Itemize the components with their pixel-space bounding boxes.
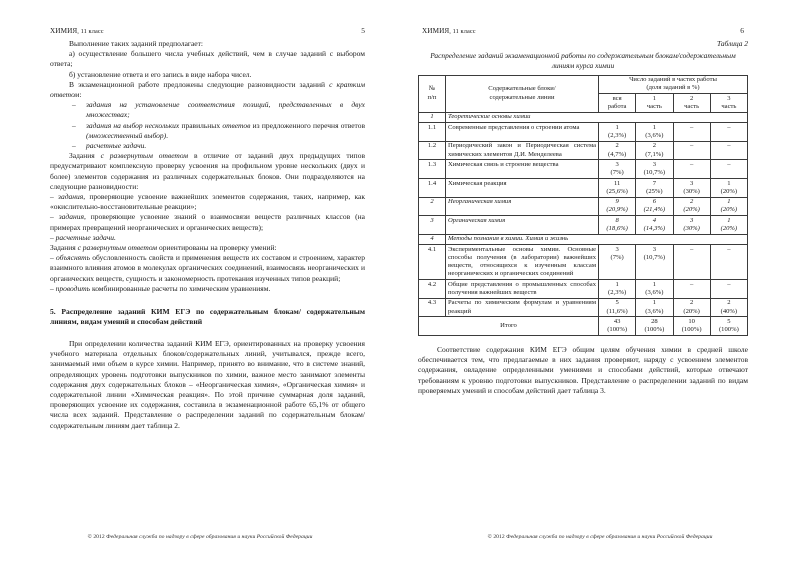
cell-part-2: –	[673, 280, 710, 299]
table-row: 4.1 Экспериментальные основы химии. Основные способы получения (в лаборатории) важнейших веществ, относящихся к изученным классам неорганических и органических соединений 3 (7%) 3 (10,7%) – –	[419, 245, 748, 280]
cell-part-2: 3 (30%)	[673, 178, 710, 197]
paragraph-skill-2: – проводить комбинированные расчеты по химическим уравнениям.	[50, 283, 271, 293]
footer-right: © 2012 Федеральная служба по надзору в сфере образования и науки Российской Федерации	[487, 534, 713, 540]
header-number: № п/п	[419, 75, 446, 112]
header-part-1: 1 часть	[636, 94, 673, 113]
cell-whole-work: 2 (4,7%)	[599, 141, 636, 160]
cell-part-3: –	[710, 160, 747, 179]
table-header-row-1	[419, 75, 748, 94]
paragraph-distribution-body: При определении количества заданий КИМ ЕГЭ, ориентированных на проверку усвоения учебного материала отдельных блоков/содержательных линий, учитывался, прежде всего, занимаемый ими объем в курсе химии. Например, принято во внимание, что в системе знаний, определяющих уровень подготовки выпускников по химии, важное место занимают элементы содержания двух содержательных блоков – «Неорганическая химия», «Органическая химия» и содержательной линии «Химическая реакция». По этой причине суммарная доля заданий, проверяющих усвоение их содержания, составила в экзаменационной работе 65,1% от общего числа всех заданий. Представление о распределении заданий по содержательным блокам/ содержательным линиям дает таблица 2.	[50, 338, 365, 430]
total-part-1: 28 (100%)	[636, 317, 673, 336]
left-page-content	[50, 26, 365, 431]
running-head-subject-left: ХИМИЯ, 11 класс	[50, 27, 104, 35]
total-part-2: 10 (100%)	[673, 317, 710, 336]
cell-part-1: 1 (3,6%)	[636, 280, 673, 299]
distribution-table	[418, 75, 748, 336]
cell-part-1: 2 (7,1%)	[636, 141, 673, 160]
total-whole-work: 43 (100%)	[599, 317, 636, 336]
cell-whole-work: 9 (20,9%)	[599, 197, 636, 216]
list-item: – задания на выбор нескольких правильных ответов из предложенного перечня ответов (множественный выбор).	[72, 120, 365, 140]
paragraph-task-types-3: – расчетные задачи.	[50, 232, 116, 242]
paragraph-task-types-1: – задания, проверяющие усвоение важнейших элементов содержания, таких, например, как «окислительно-восстановительные реакции»;	[50, 192, 366, 212]
section-heading-5: 5. Распределение заданий КИМ ЕГЭ по содержательным блокам/ содержательным линиям, видам умений и способам действий	[50, 307, 365, 327]
cell-part-1: 3 (10,7%)	[636, 245, 673, 280]
right-page-content	[418, 26, 748, 396]
running-head-left	[50, 26, 365, 35]
cell-part-3: 1 (20%)	[710, 178, 747, 197]
cell-whole-work: 8 (18,6%)	[599, 216, 636, 235]
table-row: 1.3 Химическая связь и строение вещества 3 (7%) 3 (10,7%) – –	[419, 160, 748, 179]
paragraph-skills-intro: Задания с развернутым ответом ориентированы на проверку умений:	[50, 243, 277, 253]
cell-part-3: –	[710, 245, 747, 280]
total-part-3: 5 (100%)	[710, 317, 747, 336]
cell-part-2: –	[673, 160, 710, 179]
cell-whole-work: 1 (2,3%)	[599, 280, 636, 299]
cell-part-1: 1 (3,6%)	[636, 123, 673, 142]
dash-icon: –	[72, 120, 76, 130]
list-item: – расчетные задачи.	[72, 141, 147, 151]
cell-part-3: 1 (20%)	[710, 197, 747, 216]
table-row: 1.4 Химическая реакция 11 (25,6%) 7 (25%) 3 (30%) 1 (20%)	[419, 178, 748, 197]
running-head-right	[418, 26, 748, 35]
cell-part-1: 1 (3,6%)	[636, 298, 673, 317]
cell-part-2: 2 (20%)	[673, 197, 710, 216]
cell-part-3: –	[710, 141, 747, 160]
cell-part-1: 7 (25%)	[636, 178, 673, 197]
cell-whole-work: 5 (11,6%)	[599, 298, 636, 317]
table-head	[419, 75, 748, 112]
cell-whole-work: 1 (2,3%)	[599, 123, 636, 142]
table-total-row	[419, 317, 748, 336]
table-row: 4 Методы познания в химии. Химия и жизнь	[419, 234, 748, 244]
cell-part-2: –	[673, 245, 710, 280]
paragraph-intro: Выполнение таких заданий предполагает:	[69, 39, 203, 48]
dash-icon: –	[72, 100, 76, 110]
paragraph-after-table: Соответствие содержания КИМ ЕГЭ общим целям обучения химии в средней школе обеспечивается тем, что предлагаемые в них задания проверяют, наряду с усвоением элементов содержания, овладение определенными умениями и способами действий, которые отвечают требованиям к уровню подготовки выпускников. Представление о распределении заданий по видам проверяемых умений и способам действий дает таблица 3.	[418, 344, 748, 395]
dash-icon: –	[72, 141, 76, 151]
cell-part-2: 2 (20%)	[673, 298, 710, 317]
table-row: 1.2 Периодический закон и Периодическая система химических элементов Д.И. Менделеева 2 (4,7%) 2 (7,1%) – –	[419, 141, 748, 160]
paragraph-skill-1: – объяснять обусловленность свойств и применения веществ их составом и строением, характер взаимного влияния атомов в молекулах органических соединений, взаимосвязь неорганических и органических веществ, сущность и закономерность протекания изученных типов реакций;	[50, 253, 365, 283]
table-title: Распределение заданий экзаменационной работы по содержательным блокам/содержательным линиям курса химии	[430, 51, 736, 70]
table-row: 2 Неорганическая химия 9 (20,9%) 6 (21,4%) 2 (20%) 1 (20%)	[419, 197, 748, 216]
cell-part-3: –	[710, 280, 747, 299]
header-part-2: 2 часть	[673, 94, 710, 113]
header-part-3: 3 часть	[710, 94, 747, 113]
cell-whole-work: 3 (7%)	[599, 245, 636, 280]
cell-whole-work: 3 (7%)	[599, 160, 636, 179]
table-body	[419, 112, 748, 335]
paragraph-task-types-2: – задания, проверяющие усвоение знаний о взаимосвязи веществ различных классов (на примерах превращений неорганических и органических веществ);	[50, 212, 366, 232]
cell-part-2: 3 (30%)	[673, 216, 710, 235]
paragraph-short-answer-intro: В экзаменационной работе предложены следующие разновидности заданий с кратким ответом:	[50, 79, 365, 100]
paragraph-extended-answer: Задания с развернутым ответом в отличие от заданий двух предыдущих типов предусматривают комплексную проверку усвоения на профильном уровне нескольких (двух и более) элементов содержания из различных содержательных блоков. Они подразделяются на следующие разновидности:	[50, 151, 365, 191]
header-whole-work: вся работа	[599, 94, 636, 113]
page-number-right: 6	[740, 26, 744, 35]
cell-part-2: –	[673, 141, 710, 160]
header-content-blocks: Содержательные блоки/ содержательные линии	[446, 75, 599, 112]
cell-whole-work: 11 (25,6%)	[599, 178, 636, 197]
table-row: 4.2 Общие представления о промышленных способах получения важнейших веществ 1 (2,3%) 1 (3,6%) – –	[419, 280, 748, 299]
header-task-count-group: Число заданий в частях работы (доля заданий в %)	[599, 75, 748, 94]
cell-part-2: –	[673, 123, 710, 142]
paragraph-a: а) осуществление большего числа учебных действий, чем в случае заданий с выбором ответа;	[50, 49, 365, 69]
running-head-subject-right: ХИМИЯ, 11 класс	[422, 27, 476, 35]
list-item: – задания на установление соответствия позиций, представленных в двух множествах;	[72, 100, 365, 120]
table-row: 1.1 Современные представления о строении атома 1 (2,3%) 1 (3,6%) – –	[419, 123, 748, 142]
cell-part-1: 3 (10,7%)	[636, 160, 673, 179]
right-page	[400, 0, 800, 566]
cell-part-3: –	[710, 123, 747, 142]
total-label: Итого	[419, 317, 599, 336]
cell-part-1: 4 (14,3%)	[636, 216, 673, 235]
cell-part-3: 2 (40%)	[710, 298, 747, 317]
paragraph-b: б) установление ответа и его запись в виде набора чисел.	[69, 69, 252, 79]
table-row: 4.3 Расчеты по химическим формулам и уравнениям реакций 5 (11,6%) 1 (3,6%) 2 (20%) 2 (40%)	[419, 298, 748, 317]
cell-part-1: 6 (21,4%)	[636, 197, 673, 216]
table-row: 1 Теоретические основы химии	[419, 112, 748, 122]
page-number-left: 5	[361, 26, 365, 35]
table-row: 3 Органическая химия 8 (18,6%) 4 (14,3%) 3 (30%) 1 (20%)	[419, 216, 748, 235]
cell-part-3: 1 (20%)	[710, 216, 747, 235]
footer-left: © 2012 Федеральная служба по надзору в сфере образования и науки Российской Федерации	[87, 534, 313, 540]
table-label: Таблица 2	[716, 39, 748, 48]
